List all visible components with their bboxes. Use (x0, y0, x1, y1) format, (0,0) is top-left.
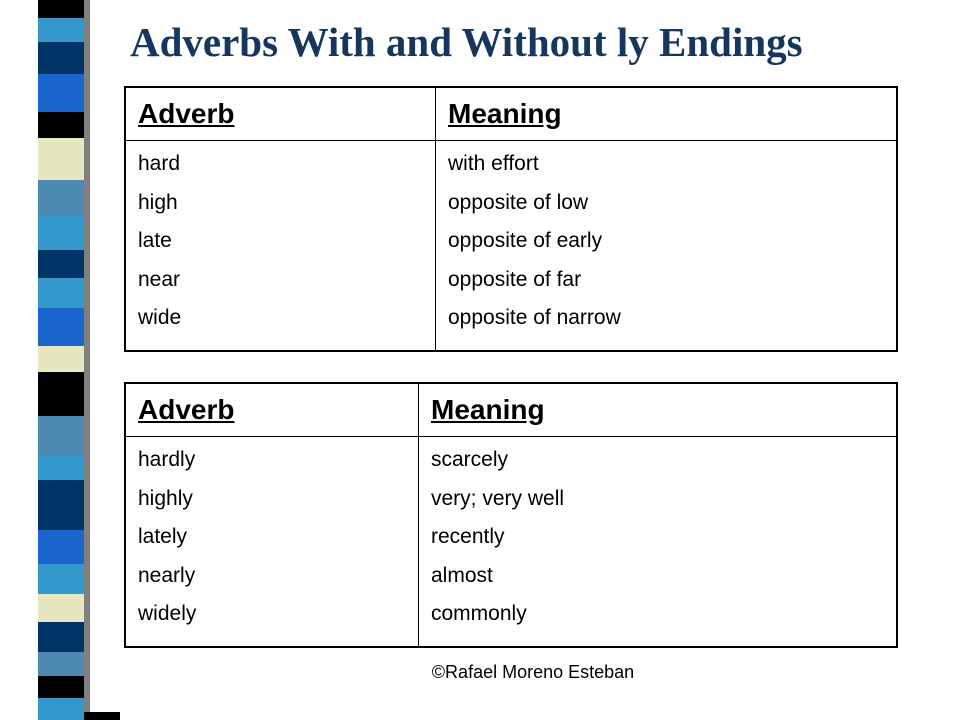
list-item: widely (138, 602, 197, 625)
list-item: opposite of narrow (448, 306, 621, 329)
stripe-block (38, 594, 84, 622)
list-item: nearly (138, 563, 196, 587)
list-item: opposite of low (448, 190, 589, 214)
stripe-block (38, 416, 84, 456)
slide-title: Adverbs With and Without ly Endings (130, 19, 803, 65)
stripe-block (38, 74, 84, 112)
stripe-block (38, 180, 84, 216)
stripe-block (38, 456, 84, 480)
list-item: with effort (448, 152, 539, 175)
meaning-list (419, 437, 898, 647)
stripe-block (38, 622, 84, 652)
adverb-list (125, 437, 419, 647)
list-item: high (138, 190, 178, 214)
list-item: very; very well (431, 486, 565, 510)
list-item: near (138, 267, 181, 291)
list-item: recently (431, 525, 505, 548)
stripe-block (38, 530, 84, 564)
stripe-block (38, 372, 84, 416)
stripe-block (38, 278, 84, 308)
list-item: late (138, 229, 172, 252)
table-row (125, 437, 897, 647)
stripe-block (38, 308, 84, 346)
decorative-stripe (0, 0, 88, 720)
adverb-list (125, 141, 436, 351)
meaning-list (436, 141, 898, 351)
stripe-block (38, 480, 84, 530)
table-header-row (125, 87, 897, 141)
adverb-table-1 (124, 86, 898, 352)
list-item: commonly (431, 602, 527, 625)
stripe-block (38, 18, 84, 42)
list-item: hardly (138, 448, 196, 471)
column-header-adverb: Adverb (125, 87, 436, 141)
list-item: scarcely (431, 448, 509, 471)
stripe-block (38, 216, 84, 250)
list-item: opposite of early (448, 229, 603, 252)
column-header-meaning: Meaning (419, 383, 898, 437)
list-item: hard (138, 152, 181, 175)
adverb-table-2 (124, 382, 898, 648)
list-item: wide (138, 306, 182, 329)
stripe-block (38, 698, 84, 720)
stripe-block (38, 564, 84, 594)
column-header-meaning: Meaning (436, 87, 898, 141)
stripe-block (38, 42, 84, 74)
stripe-block (38, 346, 84, 372)
stripe-block (38, 0, 84, 18)
stripe-block (38, 250, 84, 278)
list-item: almost (431, 563, 493, 587)
table-row (125, 141, 897, 351)
stripe-block (38, 112, 84, 138)
stripe-edge (84, 0, 90, 720)
stripe-corner (84, 712, 120, 720)
table-header-row (125, 383, 897, 437)
column-header-adverb: Adverb (125, 383, 419, 437)
copyright-footer: ©Rafael Moreno Esteban (431, 662, 635, 682)
list-item: opposite of far (448, 267, 582, 291)
list-item: highly (138, 486, 193, 510)
stripe-block (38, 138, 84, 180)
list-item: lately (138, 525, 188, 548)
